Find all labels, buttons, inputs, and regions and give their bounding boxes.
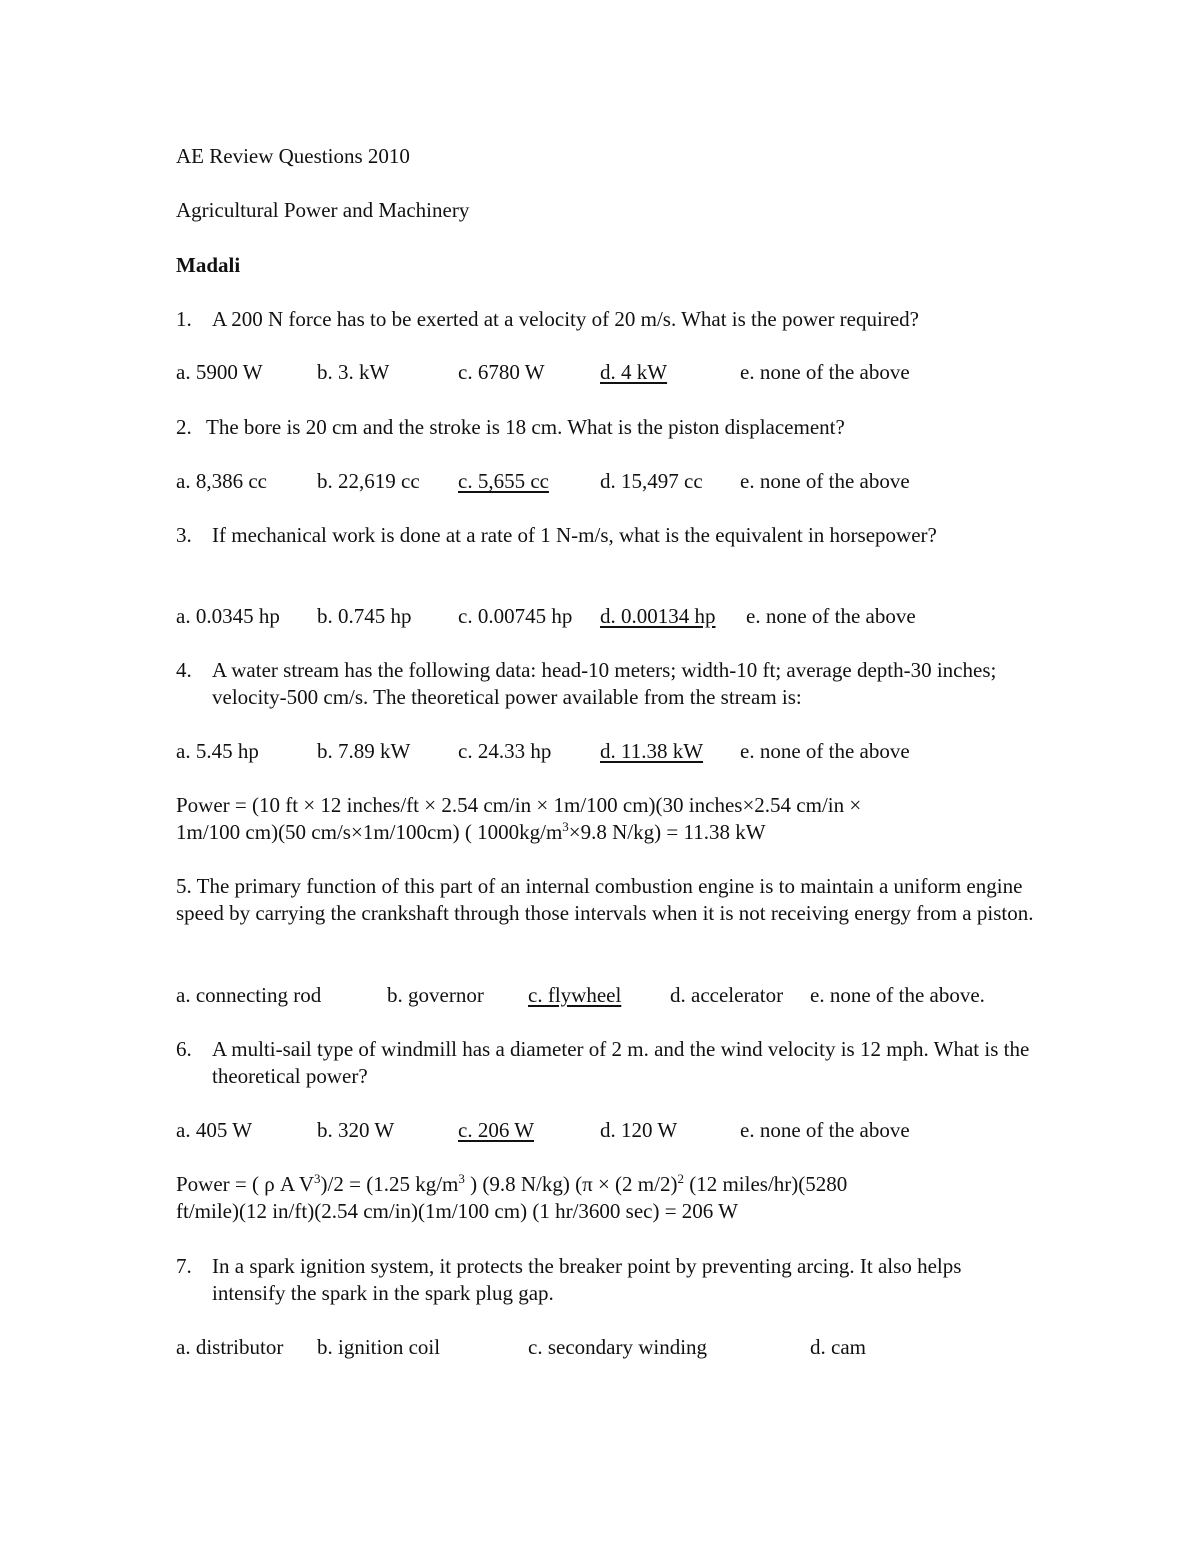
question-2-options	[176, 468, 1056, 495]
question-3-options	[176, 603, 1056, 630]
option-d-correct: d. 11.38 kW	[600, 739, 704, 763]
question-number: 2.	[176, 415, 192, 439]
option-d-correct: d. 4 kW	[600, 360, 668, 384]
question-number: 5.	[176, 874, 192, 898]
question-1	[176, 306, 1036, 333]
option-e: e. none of the above	[740, 469, 910, 493]
question-6-solution	[176, 1171, 847, 1225]
option-c: c. 0.00745 hp	[458, 604, 573, 628]
option-c: c. secondary winding	[528, 1335, 708, 1359]
option-d: d. 15,497 cc	[600, 469, 703, 493]
question-text: The bore is 20 cm and the stroke is 18 cm. What is the piston displacement?	[206, 415, 845, 439]
question-5-options	[176, 982, 1056, 1009]
solution-text: 1m/100 cm)(50 cm/s×1m/100cm) ( 1000kg/m	[176, 820, 563, 844]
solution-line-1	[176, 1171, 847, 1198]
solution-line-2	[176, 819, 861, 846]
option-e: e. none of the above.	[810, 983, 985, 1007]
question-text: If mechanical work is done at a rate of 1 N-m/s, what is the equivalent in horsepower?	[212, 523, 937, 547]
question-7-options	[176, 1334, 1056, 1361]
option-c-correct: c. 206 W	[458, 1118, 535, 1142]
option-a: a. 8,386 cc	[176, 469, 267, 493]
option-a: a. 405 W	[176, 1118, 253, 1142]
option-b: b. 320 W	[317, 1118, 395, 1142]
solution-text: )/2 = (1.25 kg/m	[320, 1172, 459, 1196]
solution-line-2: ft/mile)(12 in/ft)(2.54 cm/in)(1m/100 cm) (1 hr/3600 sec) = 206 W	[176, 1199, 738, 1223]
option-a: a. 0.0345 hp	[176, 604, 280, 628]
option-a: a. distributor	[176, 1335, 284, 1359]
solution-text: ×9.8 N/kg) = 11.38 kW	[568, 820, 766, 844]
author-name: Madali	[176, 253, 241, 277]
superscript: 3	[562, 819, 569, 834]
superscript: 3	[458, 1171, 465, 1186]
question-1-options	[176, 359, 1056, 386]
option-a: a. connecting rod	[176, 983, 322, 1007]
question-4-options	[176, 738, 1056, 765]
question-6-options	[176, 1117, 1056, 1144]
option-d: d. cam	[810, 1335, 866, 1359]
question-5	[176, 873, 1036, 927]
question-number: 3.	[176, 523, 192, 547]
solution-text: (12 miles/hr)(5280	[683, 1172, 848, 1196]
question-text: The primary function of this part of an internal combustion engine is to maintain a uniform engine speed by carrying the crankshaft through those intervals when it is not receiving energy from a piston.	[176, 874, 1034, 925]
superscript: 2	[677, 1171, 684, 1186]
question-4	[176, 657, 1036, 711]
solution-line-1: Power = (10 ft × 12 inches/ft × 2.54 cm/in × 1m/100 cm)(30 inches×2.54 cm/in ×	[176, 793, 862, 817]
option-c-correct: c. 5,655 cc	[458, 469, 549, 493]
option-d-correct: d. 0.00134 hp	[600, 604, 716, 628]
question-2	[176, 414, 1036, 441]
document-title: AE Review Questions 2010	[176, 144, 410, 168]
question-number: 1.	[176, 307, 192, 331]
document-author	[176, 252, 240, 279]
solution-text: Power = ( ρ A V	[176, 1172, 315, 1196]
option-c: c. 6780 W	[458, 360, 545, 384]
question-3	[176, 522, 1036, 549]
option-b: b. 3. kW	[317, 360, 390, 384]
question-4-solution	[176, 792, 861, 846]
question-number: 6.	[176, 1037, 192, 1061]
option-c-correct: c. flywheel	[528, 983, 622, 1007]
option-c: c. 24.33 hp	[458, 739, 552, 763]
option-e: e. none of the above	[740, 360, 910, 384]
question-number: 7.	[176, 1254, 192, 1278]
option-e: e. none of the above	[740, 739, 910, 763]
option-b: b. 0.745 hp	[317, 604, 412, 628]
question-text: A 200 N force has to be exerted at a velocity of 20 m/s. What is the power required?	[212, 307, 919, 331]
option-b: b. governor	[387, 983, 484, 1007]
option-e: e. none of the above	[740, 1118, 910, 1142]
question-text: A multi-sail type of windmill has a diameter of 2 m. and the wind velocity is 12 mph. What is the theoretical power?	[212, 1037, 1030, 1088]
option-a: a. 5900 W	[176, 360, 263, 384]
document-subject: Agricultural Power and Machinery	[176, 198, 470, 222]
option-d: d. 120 W	[600, 1118, 678, 1142]
option-a: a. 5.45 hp	[176, 739, 259, 763]
option-e: e. none of the above	[746, 604, 916, 628]
solution-text: ) (9.8 N/kg) (π × (2 m/2)	[464, 1172, 678, 1196]
option-b: b. 7.89 kW	[317, 739, 411, 763]
question-number: 4.	[176, 658, 192, 682]
option-b: b. ignition coil	[317, 1335, 441, 1359]
superscript: 3	[314, 1171, 321, 1186]
option-d: d. accelerator	[670, 983, 784, 1007]
option-b: b. 22,619 cc	[317, 469, 420, 493]
question-text: In a spark ignition system, it protects the breaker point by preventing arcing. It also helps intensify the spark in the spark plug gap.	[212, 1254, 962, 1305]
question-text: A water stream has the following data: head-10 meters; width-10 ft; average depth-30 inches; velocity-500 cm/s. The theoretical power available from the stream is:	[212, 658, 997, 709]
question-6	[176, 1036, 1036, 1090]
question-7	[176, 1253, 1036, 1307]
